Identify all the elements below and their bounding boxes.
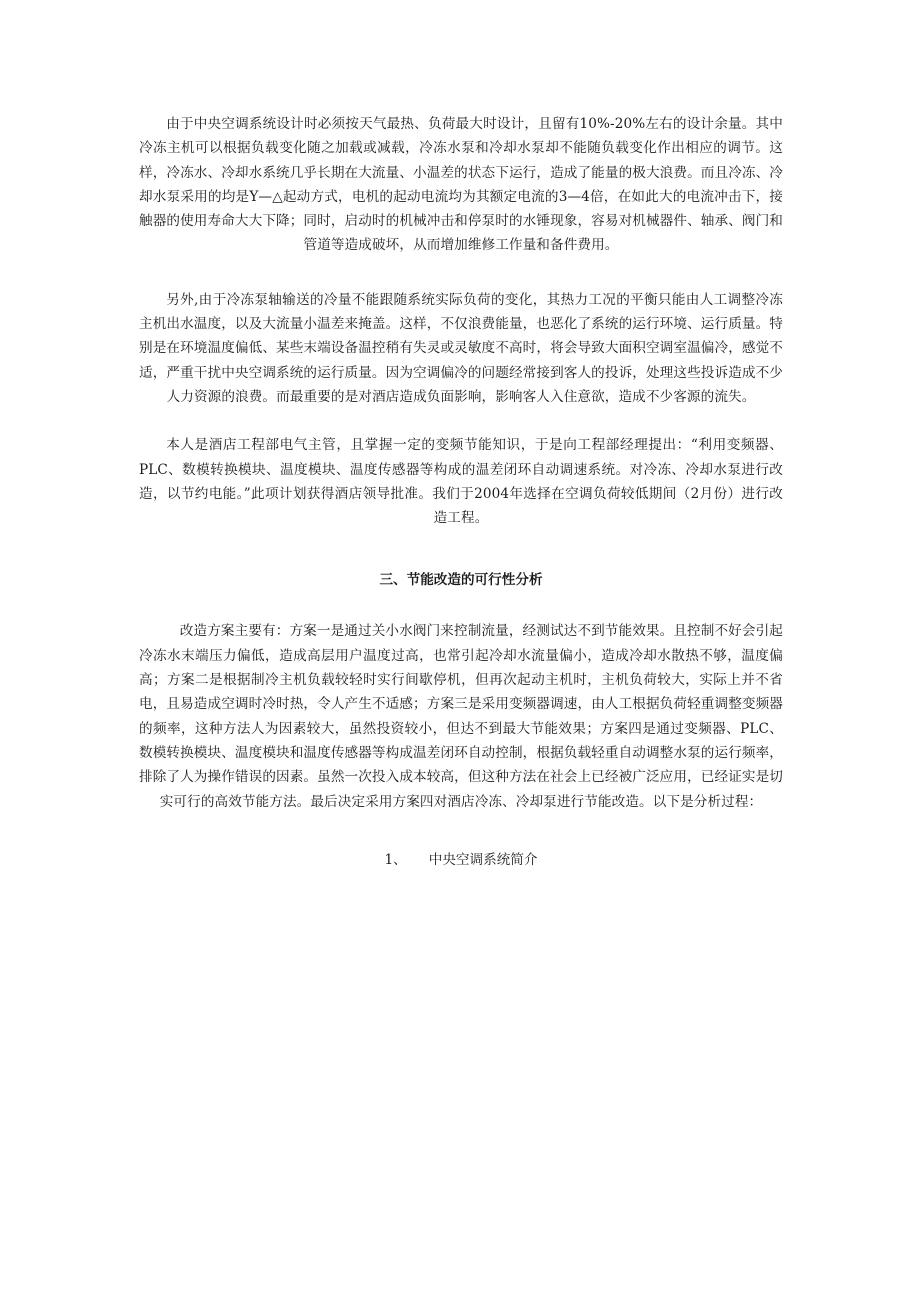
paragraph-2: 另外,由于冷冻泵轴输送的冷量不能跟随系统实际负荷的变化，其热力工况的平衡只能由人工调整冷冻主机出水温度，以及大流量小温差来掩盖。这样，不仅浪费能量，也恶化了系统的运行环境、运行质量。特别是在环境温度偏低、某些末端设备温控稍有失灵或灵敏度不高时，将会导致大面积空调室温偏冷，感觉不适，严重干扰中央空调系统的运行质量。因为空调偏冷的问题经常接到客人的投诉，处理这些投诉造成不少人力资源的浪费。而最重要的是对酒店造成负面影响，影响客人入住意欲，造成不少客源的流失。 [139,291,783,405]
paragraph-1: 由于中央空调系统设计时必须按天气最热、负荷最大时设计，且留有10%-20%左右的设计余量。其中冷冻主机可以根据负载变化随之加载或减载，冷冻水泵和冷却水泵却不能随负载变化作出相应的调节。这样，冷冻水、冷却水系统几乎长期在大流量、小温差的状态下运行，造成了能量的极大浪费。而且冷冻、冷却水泵采用的均是Y—△起动方式，电机的起动电流均为其额定电流的3—4倍，在如此大的电流冲击下，接触器的使用寿命大大下降；同时，启动时的机械冲击和停泵时的水锤现象，容易对机械器件、轴承、阀门和管道等造成破坏，从而增加维修工作量和备件费用。 [139,116,783,254]
subsection-number: 1、 [384,851,407,868]
section-heading: 三、节能改造的可行性分析 [379,572,543,589]
subsection-heading [139,848,783,872]
subsection-title: 中央空调系统简介 [428,851,538,868]
document-body [139,112,783,872]
paragraph-4: 改造方案主要有：方案一是通过关小水阀门来控制流量，经测试达不到节能效果。且控制不好会引起冷冻水末端压力偏低，造成高层用户温度过高，也常引起冷却水流量偏小，造成冷却水散热不够，温度偏高；方案二是根据制冷主机负载较轻时实行间歇停机，但再次起动主机时，主机负荷较大，实际上并不省电，且易造成空调时冷时热，令人产生不适感；方案三是采用变频器调速，由人工根据负荷轻重调整变频器的频率，这种方法人为因素较大，虽然投资较小，但达不到最大节能效果；方案四是通过变频器、PLC、数模转换模块、温度模块和温度传感器等构成温差闭环自动控制，根据负载轻重自动调整水泵的运行频率，排除了人为操作错误的因素。虽然一次投入成本较高，但这种方法在社会上已经被广泛应用，已经证实是切实可行的高效节能方法。最后决定采用方案四对酒店冷冻、冷却泵进行节能改造。以下是分析过程： [139,623,783,810]
paragraph-3: 本人是酒店工程部电气主管，且掌握一定的变频节能知识，于是向工程部经理提出：“利用变频器、PLC、数模转换模块、温度模块、温度传感器等构成的温差闭环自动调速系统。对冷冻、冷却水泵进行改造，以节约电能。”此项计划获得酒店领导批准。我们于2004年选择在空调负荷较低期间（2月份）进行改造工程。 [139,437,783,527]
